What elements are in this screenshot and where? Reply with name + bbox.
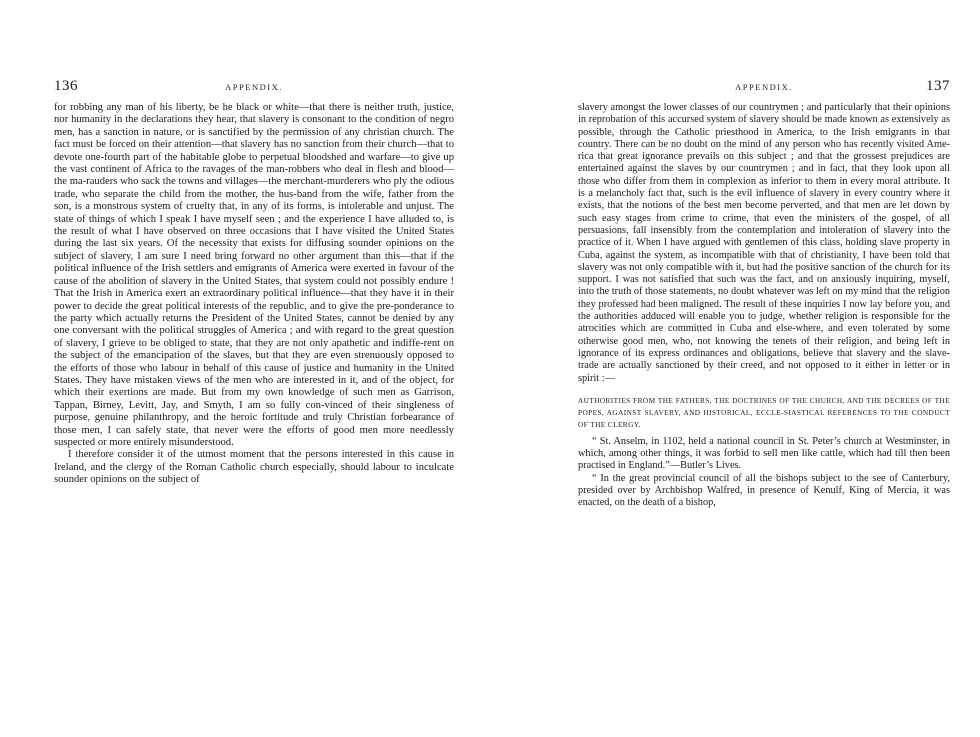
running-head: APPENDIX.: [735, 82, 793, 92]
page-number: 137: [926, 78, 950, 94]
body-paragraph: I therefore consider it of the utmost moment that the persons interested in this cause in Ireland, and the clergy of the Roman Catholic church especially, should labour to inculcate sounder opinions on the subject of: [54, 449, 454, 486]
right-page-body: [578, 102, 950, 510]
quotation-paragraph: “ St. Anselm, in 1102, held a national council in St. Peter’s church at Westminster, in which, among other things, it was forbid to sell men like cattle, which had till then been practised in England.”—Butler’s Lives.: [578, 435, 950, 472]
page-number: 136: [54, 78, 78, 94]
left-page: [54, 0, 454, 737]
left-page-body: [54, 102, 454, 487]
right-page: [578, 0, 950, 737]
body-paragraph: slavery amongst the lower classes of our countrymen ; and particularly that their opinions in reprobation of this accursed system of slavery should be made known as extensively as possible, through the Catholic priesthood in America, to the Irish emigrants in that country. There can be no doubt on the mind of any person who has recently visited Ame-rica that great ignorance prevails on this subject ; and that the grossest prejudices are entertained against the slaves by our countrymen ; and in fact, that they look upon all those who differ from them in complexion as inferior to them in every moral attribute. It is a melancholy fact that, such is the evil influence of slavery in every country where it exists, that the notions of the best men become perverted, and that men are let down by such easy stages from crime to crime, that even the ministers of the gospel, of all persuasions, fall insensibly from the contemplation and intoleration of slavery into the practice of it. When I have argued with gentlemen of this class, holding slave property in Cuba, against the system, as incompatible with that of christianity, I have been told that slavery was not only compatible with it, but had the positive sanction of the church for its support. I was not satisfied that such was the fact, and on anxiously inquiring, myself, into the truth of those statements, no doubt whatever was left on my mind that the religion they professed had been maligned. The result of these inquiries I now lay before you, and the authorities adduced will enable you to judge, whether religion is responsible for the atrocities which are committed in Cuba and else-where, and even tolerated by some otherwise good men, who, not knowing the tenets of their religion, and being left in ignorance of its express ordinances and obligations, believe that slavery and the slave-trade are actually sanctioned by their creed, and not opposed to it either in letter or in spirit :—: [578, 102, 950, 384]
quotation-paragraph: “ In the great provincial council of all the bishops subject to the see of Canterbury, presided over by Archbishop Walfred, in presence of Kenulf, King of Mercia, it was enacted, on the death of a bishop,: [578, 472, 950, 509]
body-paragraph: for robbing any man of his liberty, be he black or white—that there is neither truth, justice, nor humanity in the declarations they hear, that slavery is consonant to the condition of negro men, has a sanction in nature, or is sanctified by the permission of any christian church. The fact must be forced on their attention—that slavery has no sanction from their church—that to devote one-fourth part of the habitable globe to perpetual bloodshed and warfare—to give up the vast continent of Africa to the ravages of the man-robbers who deal in flesh and blood—the ma-rauders who sack the towns and villages—the merchant-murderers who ply the odious trade, who separate the child from the mother, the hus-band from the wife, father from the son, is a monstrous system of cruelty that, in any of its forms, is intolerable and unjust. The state of things of which I speak I have myself seen ; and the experience I have alluded to, is the result of what I have observed on three occasions that I have visited the United States during the last six years. Of the necessity that exists for diffusing sounder opinions on the subject of slavery, I am sure I need bring forward no other argument than this—that if the political influence of the Irish settlers and emigrants of America were exerted in favour of the cause of the abolition of slavery in the United States, that system could not possibly endure ! That the Irish in America exert an extraordinary political influence—that they have it in their power to decide the great political interests of the republic, and to give the pre-ponderance to the party which actually returns the President of the United States, cannot be denied by any one conversant with the political struggles of America ; and with regard to the great question of slavery, I grieve to be obliged to state, that they are not only apathetic and indiffe-rent on the subject of the emancipation of the slaves, but that they are even strenuously opposed to the efforts of those who labour in behalf of this cause of justice and humanity in the United States. They have mistaken views of the men who are interested in it, and of the object, for which their exertions are made. But from my own knowledge of such men as Garrison, Tappan, Birney, Levitt, Jay, and Smyth, I am so fully con-vinced of their singleness of purpose, genuine philanthropy, and the heroic fortitude and truly Christian forbearance of those men, I can safely state, that never were the efforts of good men more needlessly suspected or more entirely misunderstood.: [54, 102, 454, 448]
left-page-header: [54, 78, 454, 98]
running-head: APPENDIX.: [225, 82, 283, 92]
section-heading: AUTHORITIES FROM THE FATHERS, THE DOCTRINES OF THE CHURCH, AND THE DECREES OF THE POPES, AGAINST SLAVERY, AND HISTORICAL, ECCLE-SIASTICAL REFERENCES TO THE CONDUCT OF THE CLERGY.: [578, 395, 950, 430]
right-page-header: [578, 78, 950, 98]
